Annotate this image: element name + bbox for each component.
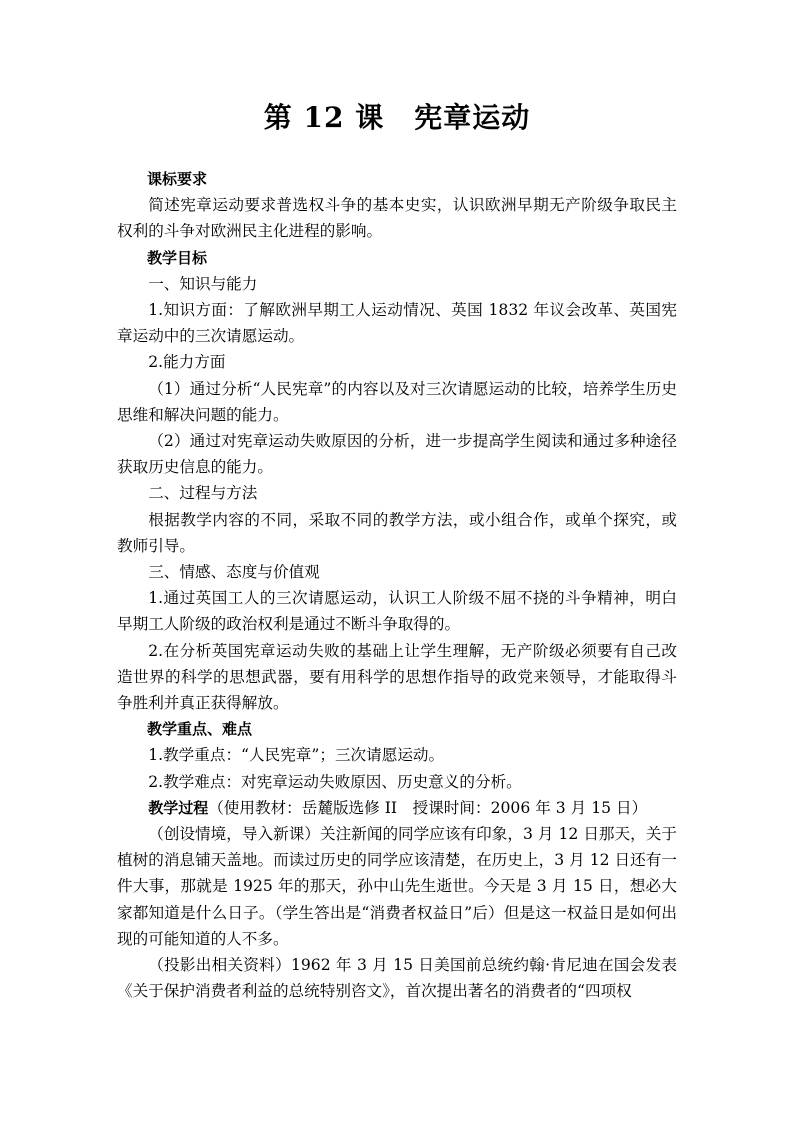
paragraph: 简述宪章运动要求普选权斗争的基本史实，认识欧洲早期无产阶级争取民主权利的斗争对欧洲民主化进程的影响。	[117, 196, 677, 241]
paragraph: 1.通过英国工人的三次请愿运动，认识工人阶级不屈不挠的斗争精神，明白早期工人阶级的政治权利是通过不断斗争取得的。	[117, 589, 677, 634]
process-note: （使用教材：岳麓版选修 II 授课时间：2006 年 3 月 15 日）	[208, 798, 648, 817]
section-heading-process-line	[117, 795, 677, 821]
subheading: 三、情感、态度与价值观	[148, 563, 320, 582]
paragraph: 2.能力方面	[148, 353, 226, 372]
subheading: 一、知识与能力	[148, 274, 258, 293]
document-body	[117, 166, 677, 1005]
paragraph: 2.教学难点：对宪章运动失败原因、历史意义的分析。	[148, 772, 522, 791]
paragraph: 2.在分析英国宪章运动失败的基础上让学生理解，无产阶级必须要有自己改造世界的科学的思想武器，要有用科学的思想作指导的政党来领导，才能取得斗争胜利并真正获得解放。	[117, 641, 677, 713]
paragraph: 1.教学重点：“人民宪章”；三次请愿运动。	[148, 746, 445, 765]
section-heading-objectives: 教学目标	[147, 248, 208, 267]
paragraph: （1）通过分析“人民宪章”的内容以及对三次请愿运动的比较，培养学生历史思维和解决问题的能力。	[117, 379, 677, 424]
subheading: 二、过程与方法	[148, 484, 258, 503]
section-heading-key-points: 教学重点、难点	[147, 720, 253, 739]
paragraph: 1.知识方面：了解欧洲早期工人运动情况、英国 1832 年议会改革、英国宪章运动中的三次请愿运动。	[117, 301, 677, 346]
paragraph: （投影出相关资料）1962 年 3 月 15 日美国前总统约翰·肯尼迪在国会发表《关于保护消费者利益的总统特别咨文》，首次提出著名的消费者的“四项权	[117, 956, 677, 1001]
paragraph: 根据教学内容的不同，采取不同的教学方法，或小组合作，或单个探究，或教师引导。	[117, 510, 677, 555]
paragraph: （创设情境，导入新课）关注新闻的同学应该有印象，3 月 12 日那天，关于植树的消息铺天盖地。而读过历史的同学应该清楚，在历史上，3 月 12 日还有一件大事，那就是 1925 年的那天，孙中山先生逝世。今天是 3 月 15 日，想必大家都知道是什么日子。（学生答出是“消费者权益日”后）但是这一权益日是如何出现的可能知道的人不多。	[117, 825, 677, 948]
section-heading-process: 教学过程	[148, 798, 209, 817]
title-topic: 宪章运动	[414, 101, 531, 134]
page-title	[0, 98, 794, 138]
title-lesson-number: 第 12 课	[263, 101, 385, 134]
paragraph: （2）通过对宪章运动失败原因的分析，进一步提高学生阅读和通过多种途径获取历史信息的能力。	[117, 432, 677, 477]
section-heading-curriculum: 课标要求	[147, 170, 208, 188]
